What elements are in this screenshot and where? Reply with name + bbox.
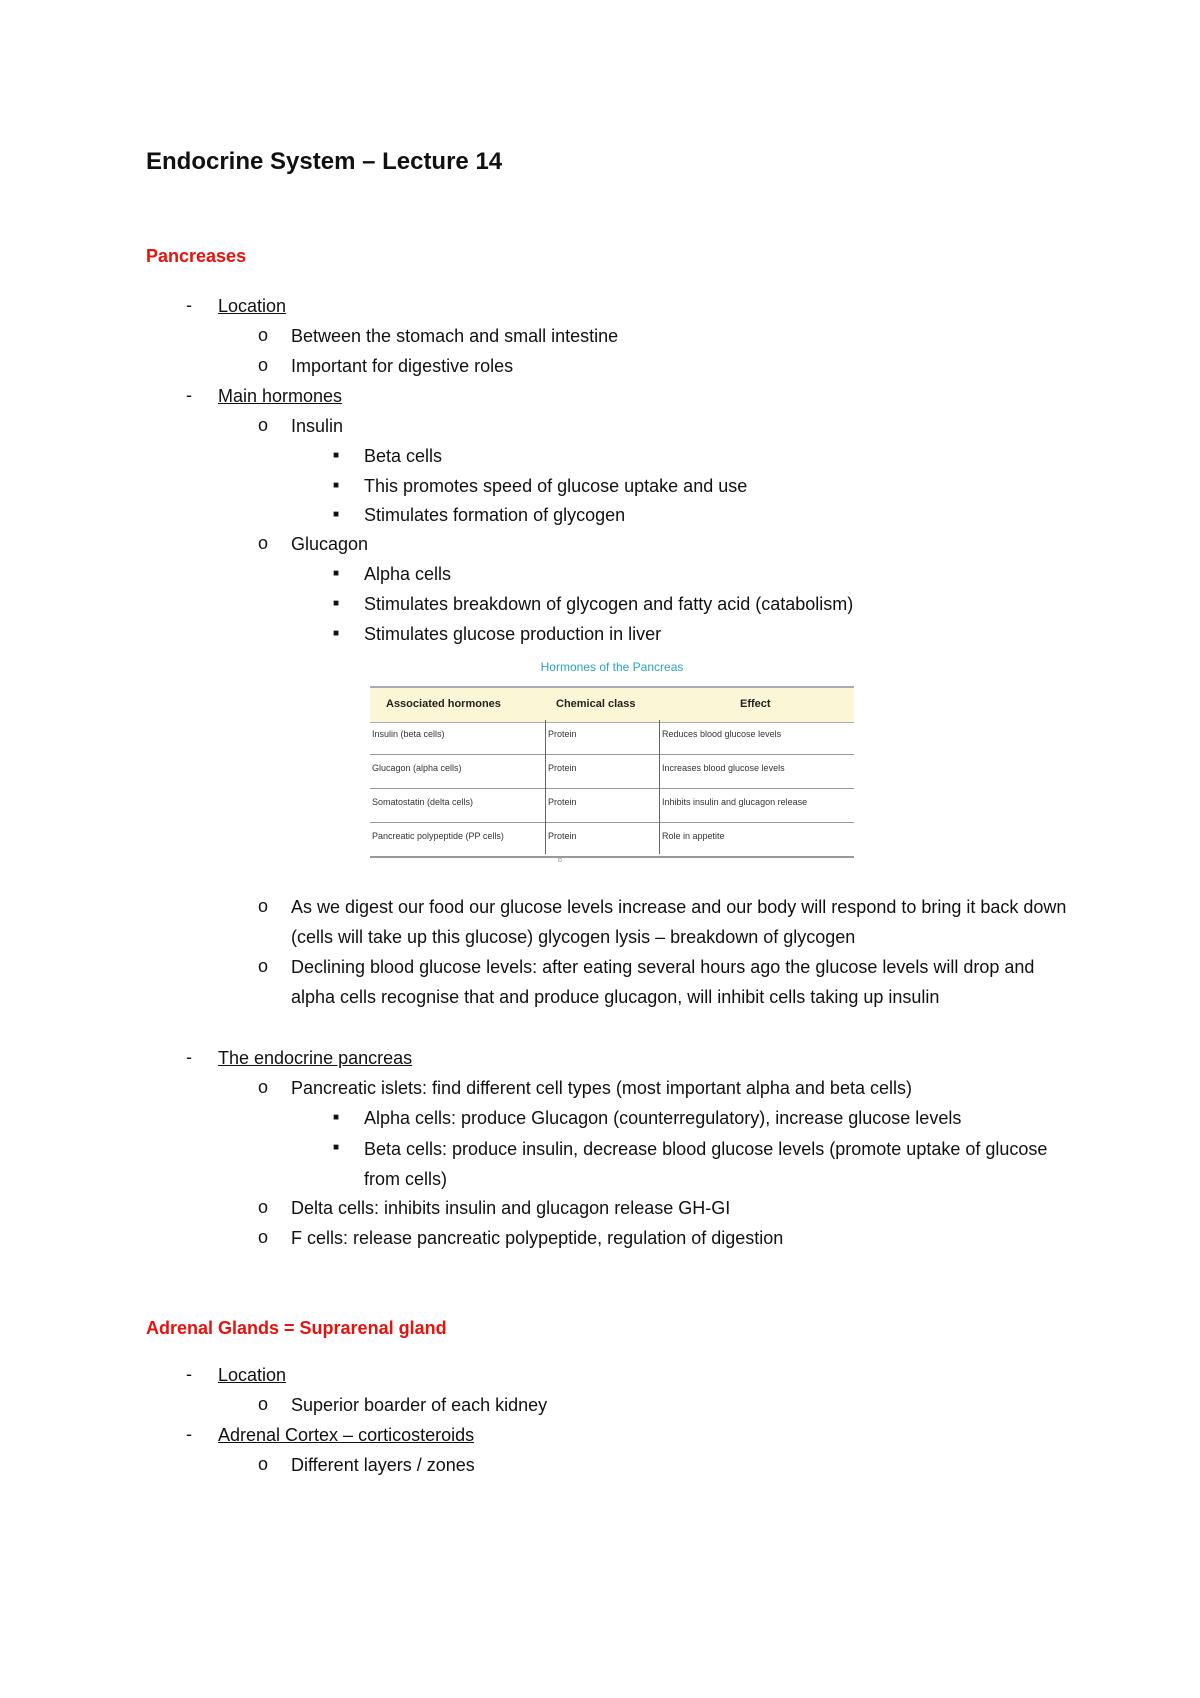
table-header-cell: Chemical class — [556, 698, 636, 710]
circle-bullet: o — [258, 533, 269, 553]
table-cell: Role in appetite — [662, 831, 725, 841]
list-item: Stimulates formation of glycogen — [364, 505, 626, 525]
dash-bullet: - — [186, 1047, 192, 1067]
table-cell: Reduces blood glucose levels — [662, 729, 782, 739]
table-cell: Glucagon (alpha cells) — [372, 763, 462, 773]
list-item: Important for digestive roles — [291, 356, 514, 376]
list-item: Alpha cells: produce Glucagon (counterregulatory), increase glucose levels — [364, 1108, 962, 1128]
table-cell: Inhibits insulin and glucagon release — [662, 797, 808, 807]
hormones-table — [370, 660, 854, 872]
list-item: Superior boarder of each kidney — [291, 1395, 548, 1415]
section-heading-adrenal: Adrenal Glands = Suprarenal gland — [146, 1318, 447, 1338]
circle-bullet: o — [258, 896, 269, 916]
section-heading-pancreas: Pancreases — [146, 246, 247, 266]
list-item: Between the stomach and small intestine — [291, 326, 619, 346]
square-bullet: ■ — [333, 480, 340, 491]
list-item: As we digest our food our glucose levels increase and our body will respond to bring it back down (cells will take up this glucose) glycogen lysis – breakdown of glycogen — [291, 897, 1067, 947]
endocrine-pancreas-label: The endocrine pancreas — [218, 1048, 413, 1068]
list-item: Pancreatic islets: find different cell types (most important alpha and beta cells) — [291, 1078, 912, 1098]
list-item: F cells: release pancreatic polypeptide, regulation of digestion — [291, 1228, 784, 1248]
dash-bullet: - — [186, 295, 192, 315]
glucagon-label: Glucagon — [291, 534, 369, 554]
adrenal-location-label: Location — [218, 1365, 287, 1385]
main-hormones-label: Main hormones — [218, 386, 343, 406]
list-item: Alpha cells — [364, 564, 452, 584]
insulin-label: Insulin — [291, 416, 344, 436]
table-cell: Protein — [548, 797, 577, 807]
table-cell: Insulin (beta cells) — [372, 729, 445, 739]
dash-bullet: - — [186, 385, 192, 405]
circle-bullet: o — [258, 355, 269, 375]
list-item: Different layers / zones — [291, 1455, 475, 1475]
square-bullet: ■ — [333, 568, 340, 579]
circle-bullet: o — [258, 1454, 269, 1474]
table-cell: Protein — [548, 729, 577, 739]
table-row — [370, 754, 854, 789]
circle-bullet: o — [258, 1227, 269, 1247]
list-item: Delta cells: inhibits insulin and glucagon release GH-GI — [291, 1198, 731, 1218]
table-cell: Protein — [548, 763, 577, 773]
square-bullet: ■ — [333, 1142, 340, 1153]
list-item: Stimulates breakdown of glycogen and fatty acid (catabolism) — [364, 594, 854, 614]
table-cell: Somatostatin (delta cells) — [372, 797, 474, 807]
list-item: Stimulates glucose production in liver — [364, 624, 662, 644]
square-bullet: ■ — [333, 598, 340, 609]
list-item: Declining blood glucose levels: after eating several hours ago the glucose levels will drop and alpha cells recognise that and produce glucagon, will inhibit cells taking up insulin — [291, 957, 1035, 1007]
table-row — [370, 788, 854, 823]
table-header-cell: Associated hormones — [386, 698, 501, 710]
circle-bullet: o — [258, 956, 269, 976]
table-cell: Increases blood glucose levels — [662, 763, 785, 773]
table-row — [370, 822, 854, 858]
circle-bullet: o — [258, 325, 269, 345]
dash-bullet: - — [186, 1364, 192, 1384]
square-bullet: ■ — [333, 628, 340, 639]
table-cell: Pancreatic polypeptide (PP cells) — [372, 831, 504, 841]
table-title: Hormones of the Pancreas — [540, 660, 684, 674]
location-label: Location — [218, 296, 287, 316]
circle-bullet: o — [258, 1077, 269, 1097]
list-item: This promotes speed of glucose uptake and use — [364, 476, 748, 496]
circle-bullet: o — [258, 415, 269, 435]
table-header — [370, 686, 854, 723]
square-bullet: ■ — [333, 509, 340, 520]
adrenal-cortex-label: Adrenal Cortex – corticosteroids — [218, 1425, 475, 1445]
circle-bullet: o — [258, 1197, 269, 1217]
dash-bullet: - — [186, 1424, 192, 1444]
square-bullet: ■ — [333, 1112, 340, 1123]
circle-bullet: o — [258, 1394, 269, 1414]
square-bullet: ■ — [333, 450, 340, 461]
list-item: Beta cells — [364, 446, 443, 466]
list-item: Beta cells: produce insulin, decrease blood glucose levels (promote uptake of glucose from cells) — [364, 1139, 1048, 1189]
page-title: Endocrine System – Lecture 14 — [146, 148, 503, 175]
table-header-cell: Effect — [740, 698, 771, 710]
table-column-divider — [659, 720, 660, 854]
table-cell: Protein — [548, 831, 577, 841]
table-column-divider — [545, 720, 546, 854]
table-note: b — [558, 857, 562, 864]
table-row — [370, 720, 854, 755]
